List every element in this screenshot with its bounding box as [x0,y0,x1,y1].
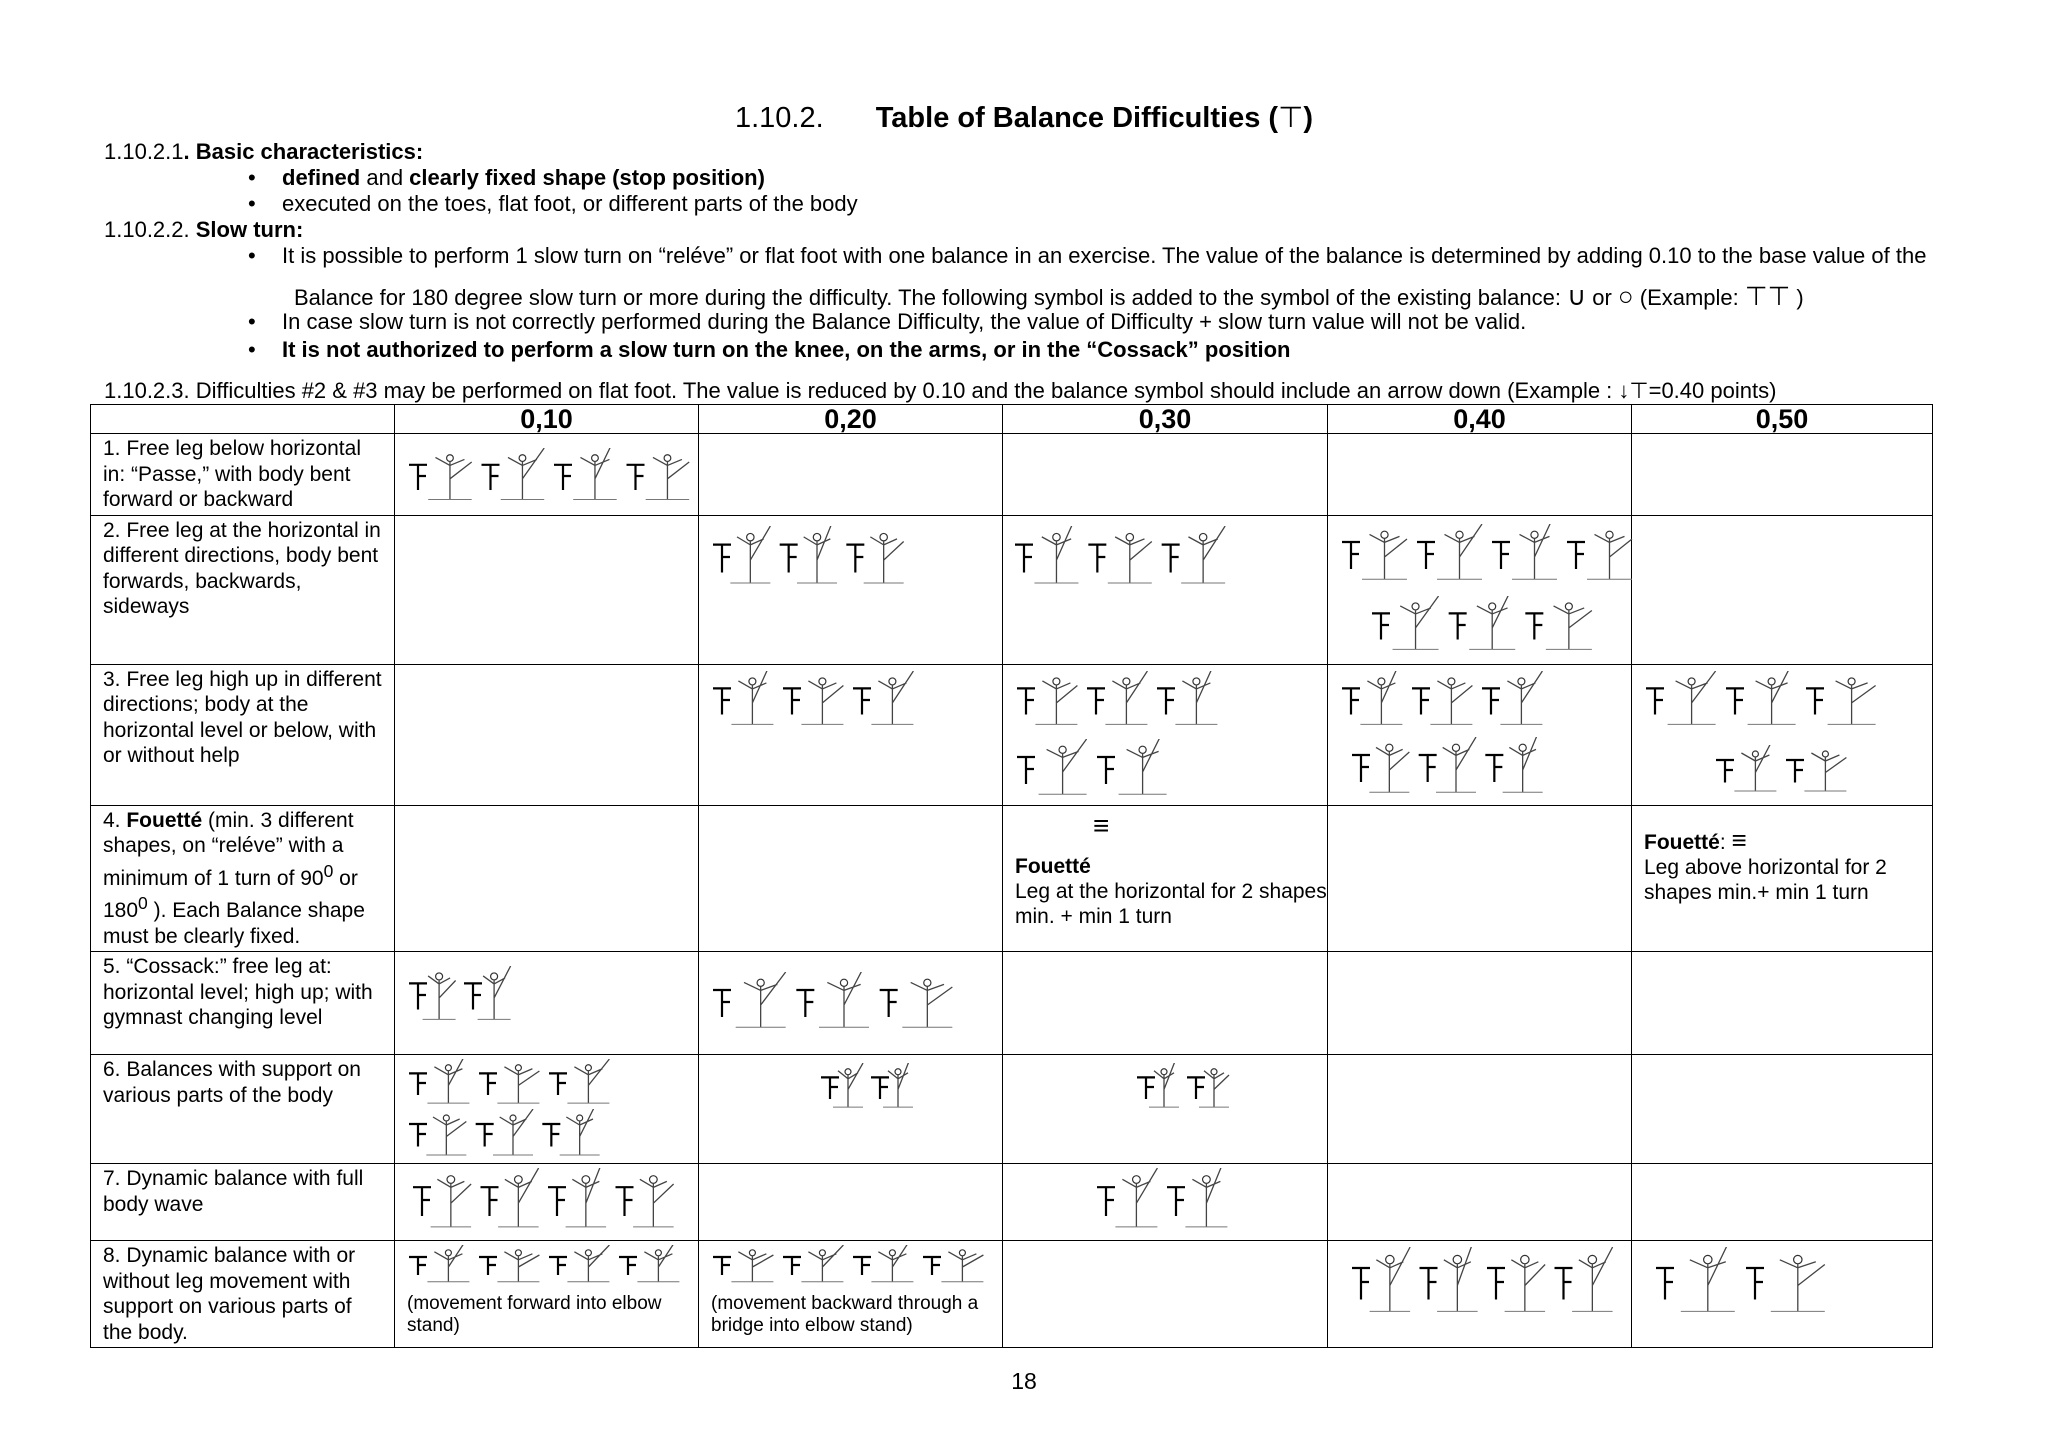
cell-empty [395,805,699,952]
cell-r4-c3 [1003,805,1328,952]
balance-figures-illustration [405,448,695,504]
cell-empty [1632,1164,1933,1241]
figure-sketch [1338,671,1548,729]
cell-r6-c3 [1003,1055,1328,1164]
slow-turn-continuation: Balance for 180 degree slow turn or more during the difficulty. The following symbol is added to the symbol of the existing balance: ∪ or ○ (Example: ⊤⊤ ) [294,281,1804,311]
bullet-defined: • defined and clearly fixed shape (stop position) [282,165,765,191]
cell-empty [699,1164,1003,1241]
cell-r3-c3 [1003,664,1328,805]
table-row [91,952,1933,1055]
figure-sketch [1338,524,1638,584]
table-row [91,1164,1933,1241]
row-label: 6. Balances with support on various parts of the body [91,1055,395,1164]
cell-empty [1328,952,1632,1055]
balance-figures-illustration [709,1245,989,1285]
balance-figures-illustration [1348,737,1548,797]
balance-figures-illustration [1338,671,1548,729]
cell-r3-c5 [1632,664,1933,805]
balance-figures-illustration [409,1168,679,1232]
movement-note: (movement backward through a bridge into elbow stand) [711,1293,979,1336]
balance-figures-illustration [1013,739,1173,799]
balance-figures-illustration [1368,596,1598,654]
example-symbol-icon: ⊤⊤ [1744,281,1791,311]
header-value: 0,30 [1003,405,1328,434]
figure-sketch [1348,1247,1618,1317]
balance-figures-illustration [1011,526,1231,588]
cell-r2-c3 [1003,515,1328,664]
cell-r6-c1 [395,1055,699,1164]
cell-empty [1328,1164,1632,1241]
figure-sketch [405,1059,615,1107]
cell-r2-c4 [1328,515,1632,664]
cell-empty [1003,952,1328,1055]
balance-difficulties-table [90,404,1933,1348]
movement-note: (movement forward into elbow stand) [407,1293,662,1336]
figure-sketch [1013,739,1173,799]
table-header-row [91,405,1933,434]
figure-sketch [405,448,695,504]
table-row [91,434,1933,516]
balance-figures-illustration [1013,671,1223,729]
heading-title: Table of Balance Difficulties (⊤) [875,102,1313,134]
balance-figures-illustration [1712,745,1852,795]
figure-sketch [1093,1168,1233,1232]
cell-r8-c4 [1328,1241,1632,1348]
fouette-description: Fouetté: ≡ Leg above horizontal for 2 shapes min.+ min 1 turn [1644,824,1887,904]
cell-r5-c2 [699,952,1003,1055]
cell-empty [1632,1055,1933,1164]
cell-empty [1632,952,1933,1055]
page-number: 18 [1011,1368,1037,1394]
cell-empty [1328,805,1632,952]
cell-empty [1328,434,1632,516]
header-value: 0,20 [699,405,1003,434]
section-1-heading: 1.10.2.1. Basic characteristics: [104,139,424,164]
figure-sketch [709,1245,989,1285]
figure-sketch [1642,671,1882,729]
cell-r7-c3 [1003,1164,1328,1241]
row-label: 3. Free leg high up in different directions; body at the horizontal level or below, with or without help [91,664,395,805]
cell-r7-c1 [395,1164,699,1241]
cell-r8-c5 [1632,1241,1933,1348]
figure-sketch [709,671,919,729]
header-blank [91,405,395,434]
balance-figures-illustration [709,526,909,588]
arrow-down-symbol-icon: ↓⊤ [1618,378,1649,403]
balance-figures-illustration [709,671,919,729]
balance-figures-illustration [405,1245,685,1285]
cell-empty [699,434,1003,516]
row-label: 8. Dynamic balance with or without leg movement with support on various parts of the body. [91,1241,395,1348]
cell-r6-c2 [699,1055,1003,1164]
balance-symbol-icon: ⊤ [1278,102,1304,134]
cell-empty [699,805,1003,952]
figure-sketch [1652,1247,1832,1317]
figure-sketch [409,1168,679,1232]
cell-r8-c1 [395,1241,699,1348]
table-row [91,1241,1933,1348]
figure-sketch [1013,671,1223,729]
balance-figures-illustration [1133,1063,1233,1111]
balance-figures-illustration [1652,1247,1832,1317]
table-row [91,1055,1933,1164]
cell-r1-c1 [395,434,699,516]
balance-figures-illustration [1338,524,1638,584]
slow-turn-o-icon: ○ [1617,281,1634,311]
fouette-symbol-icon: ≡ [1731,824,1747,855]
table-row [91,664,1933,805]
cell-r3-c4 [1328,664,1632,805]
fouette-symbol-icon: ≡ [1093,809,1110,841]
cell-r5-c1 [395,952,699,1055]
figure-sketch [1011,526,1231,588]
cell-r3-c2 [699,664,1003,805]
balance-figures-illustration [817,1063,917,1111]
cell-empty [1003,1241,1328,1348]
header-value: 0,50 [1632,405,1933,434]
cell-empty [1632,515,1933,664]
bullet-executed: • executed on the toes, flat foot, or different parts of the body [282,191,858,217]
balance-figures-illustration [405,1059,615,1107]
table-row [91,805,1933,952]
balance-figures-illustration [709,972,959,1032]
row-label: 4. Fouetté (min. 3 different shapes, on “reléve” with a minimum of 1 turn of $90^0$ or $180^0$ ). Each Balance shape must be clearly fixed. [91,805,395,952]
header-value: 0,10 [395,405,699,434]
cell-r2-c2 [699,515,1003,664]
row-label: 2. Free leg at the horizontal in different directions, body bent forwards, backwards, sideways [91,515,395,664]
section-2-heading: 1.10.2.2. Slow turn: [104,217,304,242]
figure-sketch [1712,745,1852,795]
row-label: 7. Dynamic balance with full body wave [91,1164,395,1241]
figure-sketch [405,1109,605,1159]
row-label: 5. “Cossack:” free leg at: horizontal level; high up; with gymnast changing level [91,952,395,1055]
cell-empty [395,664,699,805]
bullet-invalid: • In case slow turn is not correctly performed during the Balance Difficulty, the value of Difficulty + slow turn value will not be valid. [282,309,1526,335]
balance-figures-illustration [1642,671,1882,729]
fouette-description: Fouetté Leg at the horizontal for 2 shapes min. + min 1 turn [1015,854,1327,928]
balance-figures-illustration [405,1109,605,1159]
cell-r4-c5 [1632,805,1933,952]
slow-turn-u-icon: ∪ [1567,281,1587,311]
heading-number: 1.10.2. [734,102,824,134]
bullet-slow-turn: • It is possible to perform 1 slow turn on “reléve” or flat foot with one balance in an exercise. The value of the balance is determined by adding 0.10 to the base value of the [282,243,1926,269]
cell-empty [1003,434,1328,516]
figure-sketch [405,966,515,1024]
figure-sketch [709,972,959,1032]
figure-sketch [1348,737,1548,797]
figure-sketch [817,1063,917,1111]
figure-sketch [709,526,909,588]
section-3-text: 1.10.2.3. Difficulties #2 & #3 may be performed on flat foot. The value is reduced by 0.10 and the balance symbol should include an arrow down (Example : ↓⊤=0.40 points) [104,378,1777,403]
balance-figures-illustration [1348,1247,1618,1317]
cell-empty [1328,1055,1632,1164]
figure-sketch [1368,596,1598,654]
table-row [91,515,1933,664]
row-label: 1. Free leg below horizontal in: “Passe,” with body bent forward or backward [91,434,395,516]
section-heading [0,100,2048,135]
figure-sketch [405,1245,685,1285]
cell-r8-c2 [699,1241,1003,1348]
cell-empty [395,515,699,664]
cell-empty [1632,434,1933,516]
bullet-not-authorized: • It is not authorized to perform a slow turn on the knee, on the arms, or in the “Cossack” position [282,337,1290,363]
balance-figures-illustration [405,966,515,1024]
balance-figures-illustration [1093,1168,1233,1232]
header-value: 0,40 [1328,405,1632,434]
figure-sketch [1133,1063,1233,1111]
